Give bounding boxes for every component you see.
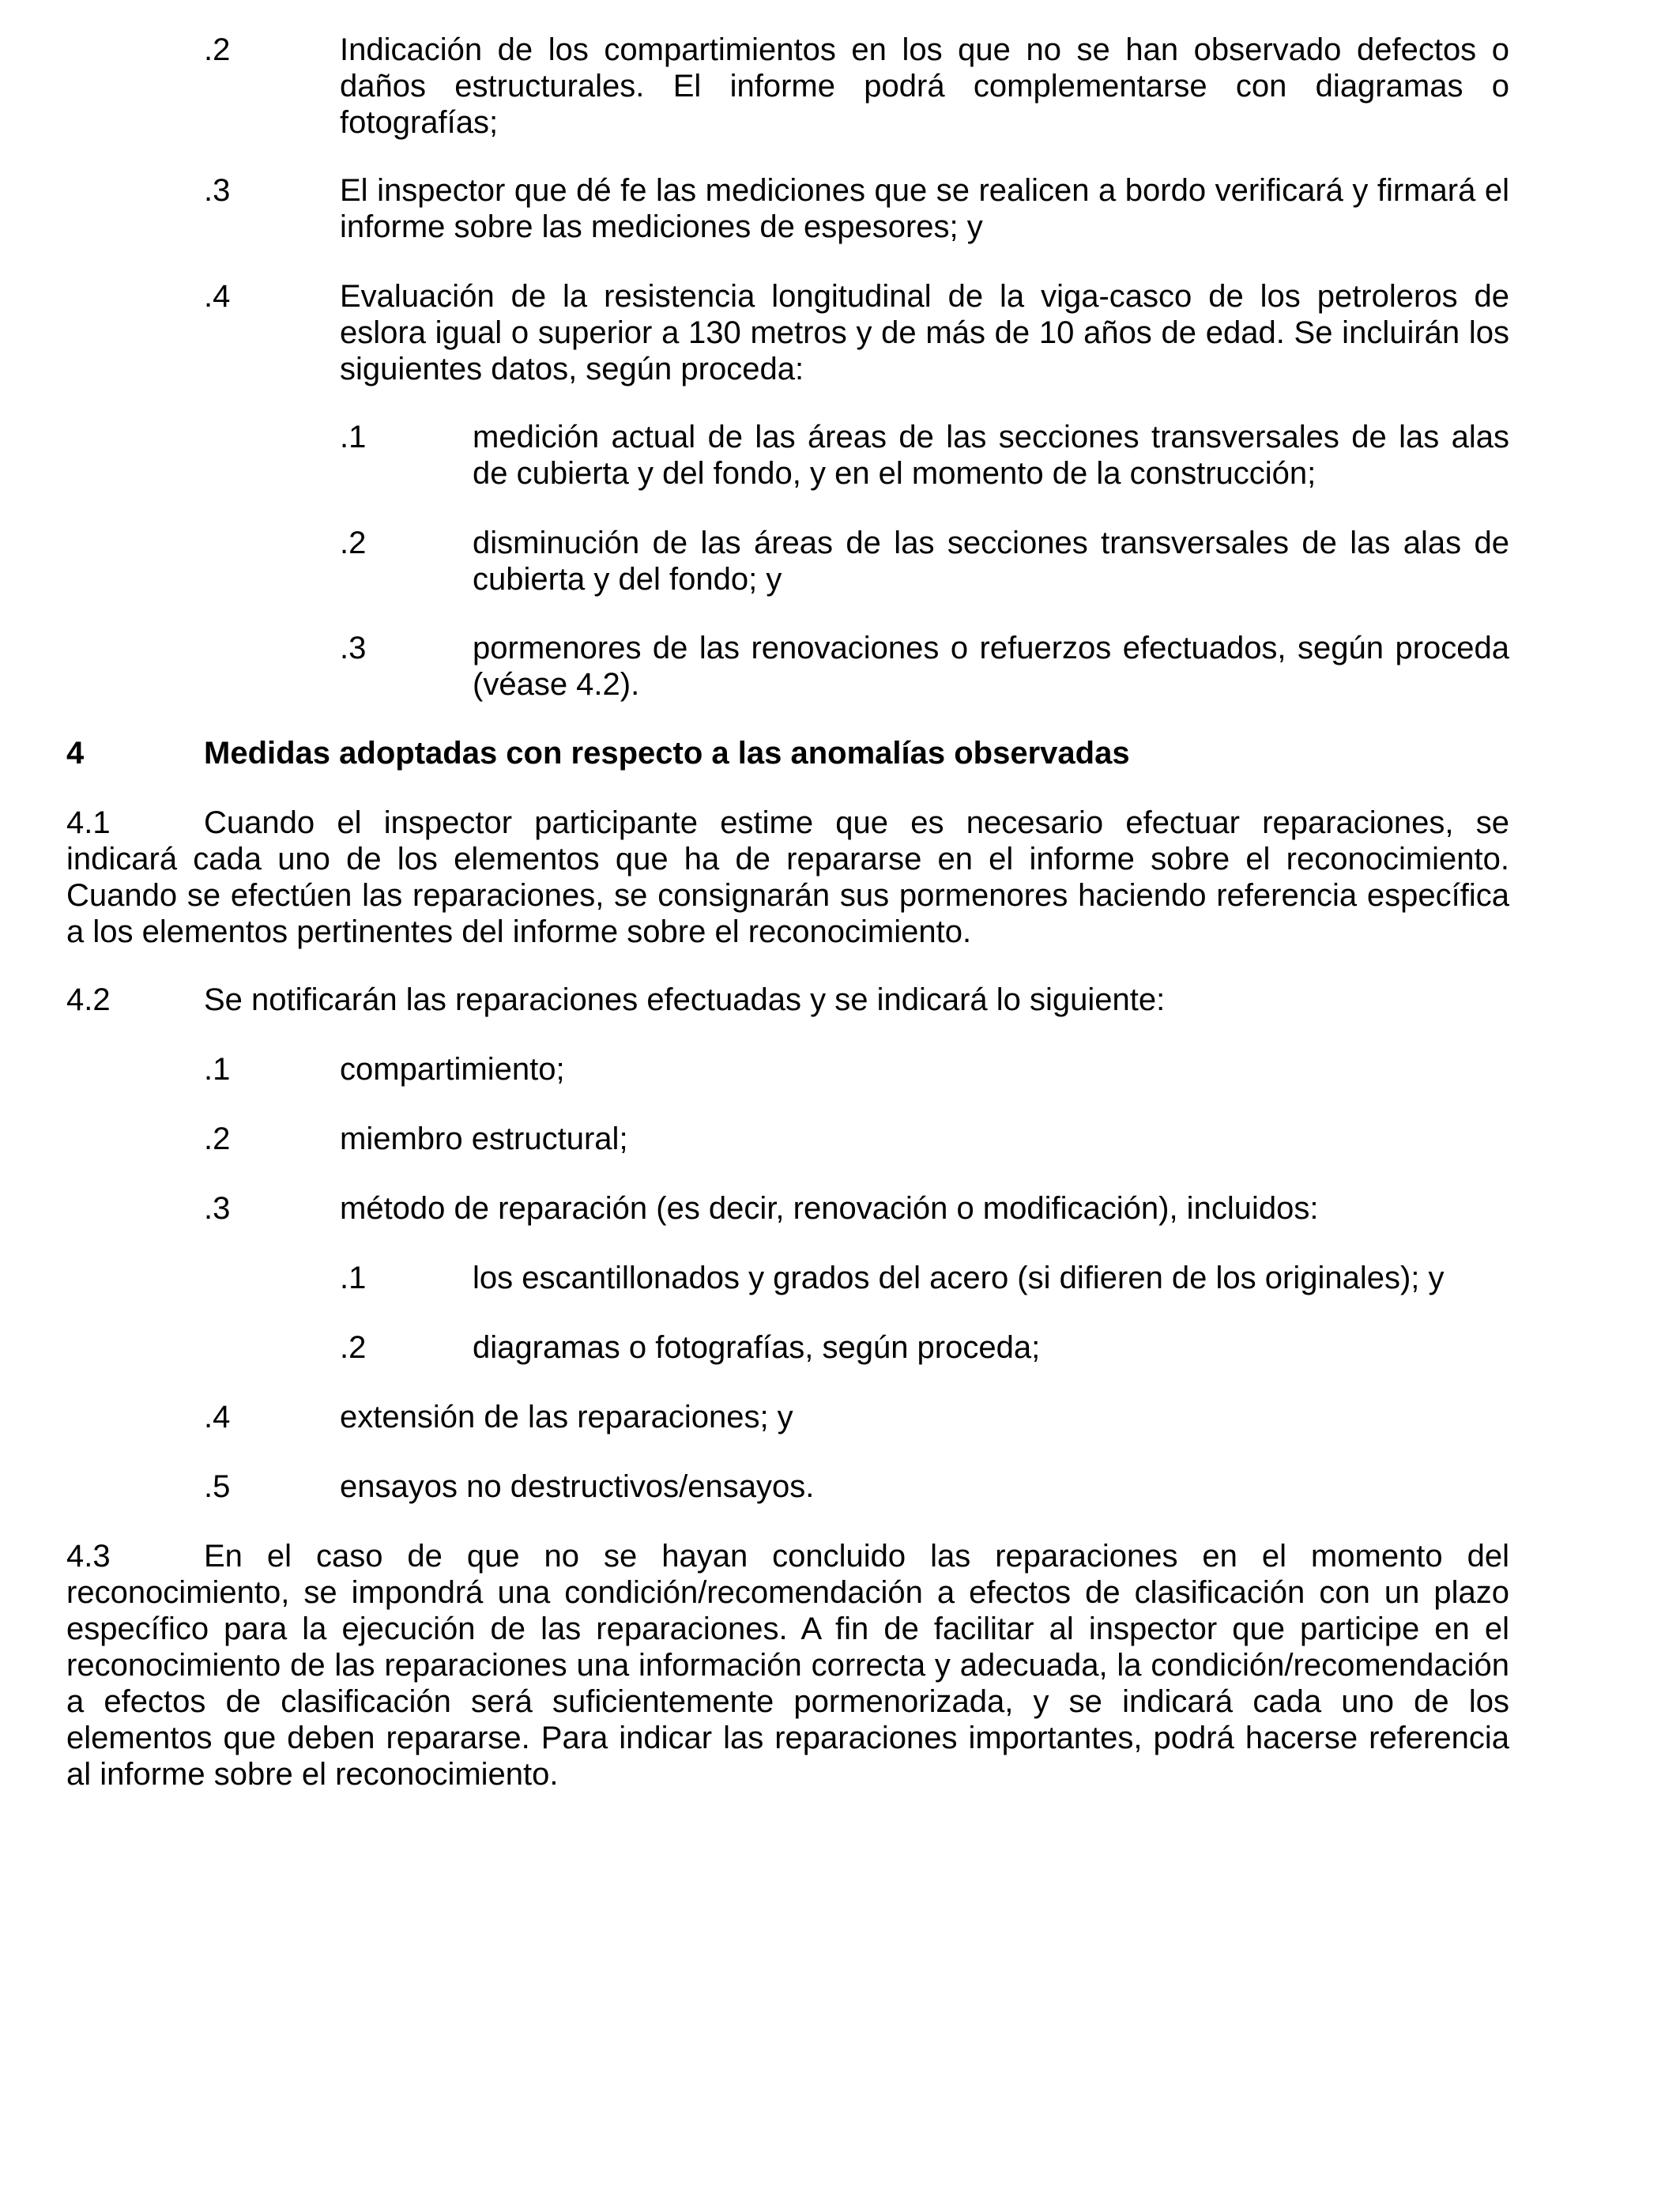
item-text: El inspector que dé fe las mediciones que se realicen a bordo verificará y firmará el informe sobre las mediciones de espesores; y — [340, 173, 1509, 244]
paragraph-text: indicará cada uno de los elementos que ha de repararse en el informe sobre el reconocimiento. Cuando se efectúen las reparaciones, se consignarán sus pormenores haciendo referencia específica a los elementos pertinentes del informe sobre el reconocimiento. — [66, 842, 1509, 949]
list-text: método de reparación (es decir, renovación o modificación), incluidos: — [340, 1191, 1319, 1226]
paragraph-number: 4.2 — [66, 982, 111, 1017]
item-text: Indicación de los compartimientos en los que no se han observado defectos o daños estructurales. El informe podrá complementarse con diagramas o fotografías; — [340, 32, 1509, 140]
paragraph-first-line: Cuando el inspector participante estime que es necesario efectuar reparaciones, se — [204, 805, 1509, 840]
subitem-number: .2 — [340, 526, 367, 560]
subitem-text: medición actual de las áreas de las secciones transversales de las alas de cubierta y del fondo, y en el momento de la construcción; — [473, 420, 1509, 491]
subitem-text: disminución de las áreas de las secciones transversales de las alas de cubierta y del fondo; y — [473, 526, 1509, 597]
list-text: extensión de las reparaciones; y — [340, 1400, 793, 1434]
item-text: Evaluación de la resistencia longitudinal de la viga-casco de los petroleros de eslora igual o superior a 130 metros y de más de 10 años de edad. Se incluirán los siguientes datos, según proceda: — [340, 279, 1509, 386]
list-text: compartimiento; — [340, 1052, 565, 1087]
sublist-text: los escantillonados y grados del acero (si difieren de los originales); y — [473, 1261, 1445, 1295]
list-number: .4 — [204, 1400, 231, 1434]
list-text: ensayos no destructivos/ensayos. — [340, 1469, 815, 1504]
list-number: .1 — [204, 1052, 231, 1087]
item-number: .4 — [204, 279, 231, 314]
list-number: .3 — [204, 1191, 231, 1226]
item-number: .2 — [204, 32, 231, 67]
paragraph-text: reconocimiento, se impondrá una condición/recomendación a efectos de clasificación con un plazo específico para la ejecución de las reparaciones. A fin de facilitar al inspector que participe en el reconocimiento de las reparaciones una información correcta y adecuada, la condición/recomendación a efectos de clasificación será suficientemente pormenorizada, y se indicará cada uno de los elementos que deben repararse. Para indicar las reparaciones importantes, podrá hacerse referencia al informe sobre el reconocimiento. — [66, 1575, 1509, 1792]
paragraph-number: 4.3 — [66, 1539, 111, 1574]
subitem-number: .1 — [340, 420, 367, 454]
list-text: miembro estructural; — [340, 1122, 628, 1156]
sublist-number: .1 — [340, 1261, 367, 1295]
list-number: .5 — [204, 1469, 231, 1504]
paragraph-text: Se notificarán las reparaciones efectuadas y se indicará lo siguiente: — [204, 982, 1166, 1017]
subitem-number: .3 — [340, 631, 367, 665]
paragraph-first-line: En el caso de que no se hayan concluido las reparaciones en el momento del — [204, 1539, 1509, 1574]
section-heading: Medidas adoptadas con respecto a las anomalías observadas — [204, 736, 1130, 771]
section-number: 4 — [66, 736, 85, 771]
sublist-text: diagramas o fotografías, según proceda; — [473, 1330, 1041, 1365]
paragraph-number: 4.1 — [66, 805, 111, 840]
sublist-number: .2 — [340, 1330, 367, 1365]
subitem-text: pormenores de las renovaciones o refuerzos efectuados, según proceda (véase 4.2). — [473, 631, 1509, 702]
item-number: .3 — [204, 173, 231, 208]
list-number: .2 — [204, 1122, 231, 1156]
